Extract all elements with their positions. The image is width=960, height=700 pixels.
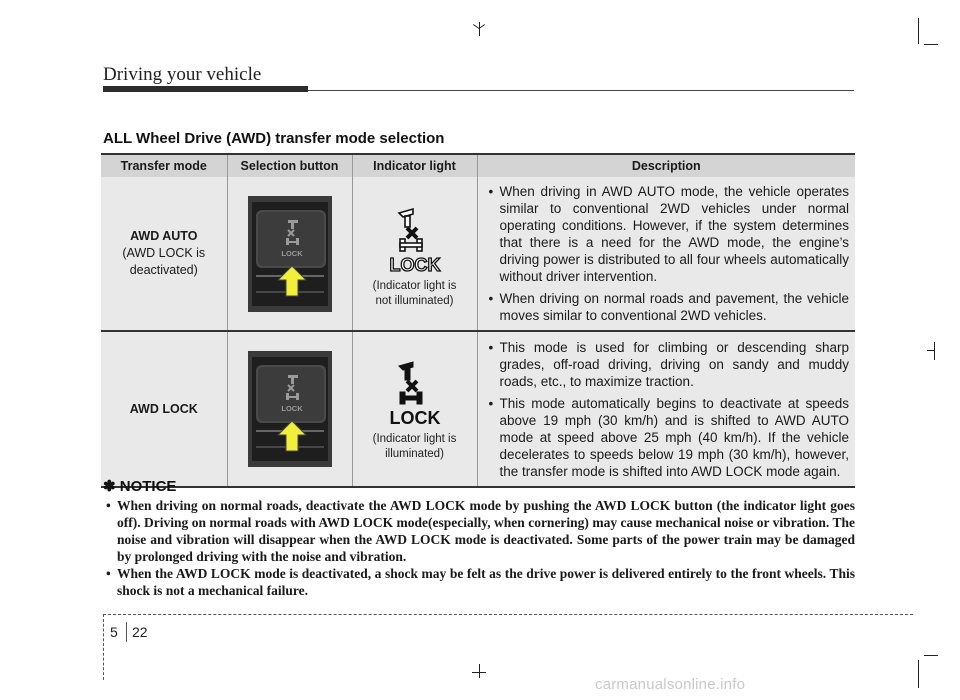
- column-header: Transfer mode: [101, 154, 227, 177]
- footer-rule: [103, 614, 913, 615]
- column-header: Selection button: [227, 154, 352, 177]
- awd-lock-button-image: [248, 196, 332, 312]
- header-rule-thick: [103, 86, 308, 92]
- indicator-lock-text: LOCK: [389, 254, 440, 275]
- notice-title: ✽ NOTICE: [103, 478, 177, 495]
- selection-button-cell: [227, 177, 352, 331]
- watermark: carmanualsonline.info: [595, 676, 746, 693]
- crop-mark: [924, 655, 938, 656]
- crop-mark: [472, 672, 486, 673]
- mode-name: AWD LOCK: [129, 401, 198, 416]
- section-title: ALL Wheel Drive (AWD) transfer mode selection: [103, 130, 445, 147]
- page-header-title: Driving your vehicle: [103, 64, 262, 85]
- footer-margin-line: [103, 614, 104, 680]
- mode-cell: [101, 331, 227, 487]
- button-lock-label: LOCK: [280, 404, 303, 413]
- awd-lock-button-image: [248, 351, 332, 467]
- column-header: Description: [477, 154, 855, 177]
- page-number-divider: [126, 622, 127, 642]
- table-header-row: [101, 154, 855, 177]
- transfer-mode-table: [101, 153, 855, 488]
- list-item: • When the AWD LOCK mode is deactivated, a shock may be felt as the drive power is delivered entirely to the front wheels. This shock is not a mechanical failure.: [103, 565, 855, 599]
- header-rule-thin: [308, 90, 854, 91]
- indicator-caption: (Indicator light is illuminated): [372, 433, 457, 460]
- mode-subtitle: (AWD LOCK is deactivated): [122, 246, 206, 277]
- crop-mark: [934, 342, 935, 360]
- selection-button-cell: [227, 331, 352, 487]
- button-lock-label: LOCK: [280, 248, 303, 258]
- list-item: • When driving on normal roads and pavement, the vehicle moves similar to conventional 2WD vehicles.: [486, 290, 850, 324]
- crop-mark: [924, 44, 938, 45]
- page-section-number: 5: [110, 624, 118, 640]
- mode-name: AWD AUTO: [130, 229, 198, 243]
- list-item: • This mode automatically begins to deactivate at speeds above 19 mph (30 km/h) and is shifted to AWD AUTO mode at speed above 25 mph (40 km/h). If the vehicle decelerates to speeds below 19 mph (30 km/h), however, the transfer mode is shifted into AWD LOCK mode again.: [486, 395, 850, 480]
- description-cell: [477, 331, 855, 487]
- list-item: • When driving in AWD AUTO mode, the vehicle operates similar to conventional 2WD vehicles under normal operating conditions. However, if the system determines that there is a need for the AWD mode, the engine’s driving power is distributed to all four wheels automatically without driver intervention.: [486, 183, 850, 285]
- indicator-cell: [352, 177, 477, 331]
- table-row: [101, 177, 855, 331]
- awd-lock-indicator-outline-icon: [383, 205, 447, 275]
- crop-mark: [918, 660, 919, 688]
- indicator-caption: (Indicator light is not illuminated): [372, 279, 457, 307]
- indicator-cell: [352, 331, 477, 487]
- list-item: • When driving on normal roads, deactivate the AWD LOCK mode by pushing the AWD LOCK button (the indicator light goes off). Driving on normal roads with AWD LOCK mode(especially, when cornering) may cause mechanical noise or vibration. The noise and vibration will disappear when the AWD LOCK mode is deactivated. Some parts of the power train may be damaged by prolonged driving with the noise and vibration.: [103, 497, 855, 565]
- mode-cell: [101, 177, 227, 331]
- page-number: 22: [132, 624, 148, 640]
- description-cell: [477, 177, 855, 331]
- awd-lock-indicator-filled-icon: [383, 358, 447, 428]
- column-header: Indicator light: [352, 154, 477, 177]
- notice-list: [103, 497, 855, 599]
- crop-mark: [918, 18, 919, 44]
- description-list: [486, 339, 850, 480]
- crop-mark: [927, 350, 935, 351]
- table-row: [101, 331, 855, 487]
- description-list: [486, 183, 850, 324]
- indicator-lock-text: LOCK: [389, 408, 440, 428]
- crop-mark: [479, 664, 480, 678]
- list-item: • This mode is used for climbing or descending sharp grades, off-road driving, driving on sandy and muddy roads, etc., to maximize traction.: [486, 339, 850, 390]
